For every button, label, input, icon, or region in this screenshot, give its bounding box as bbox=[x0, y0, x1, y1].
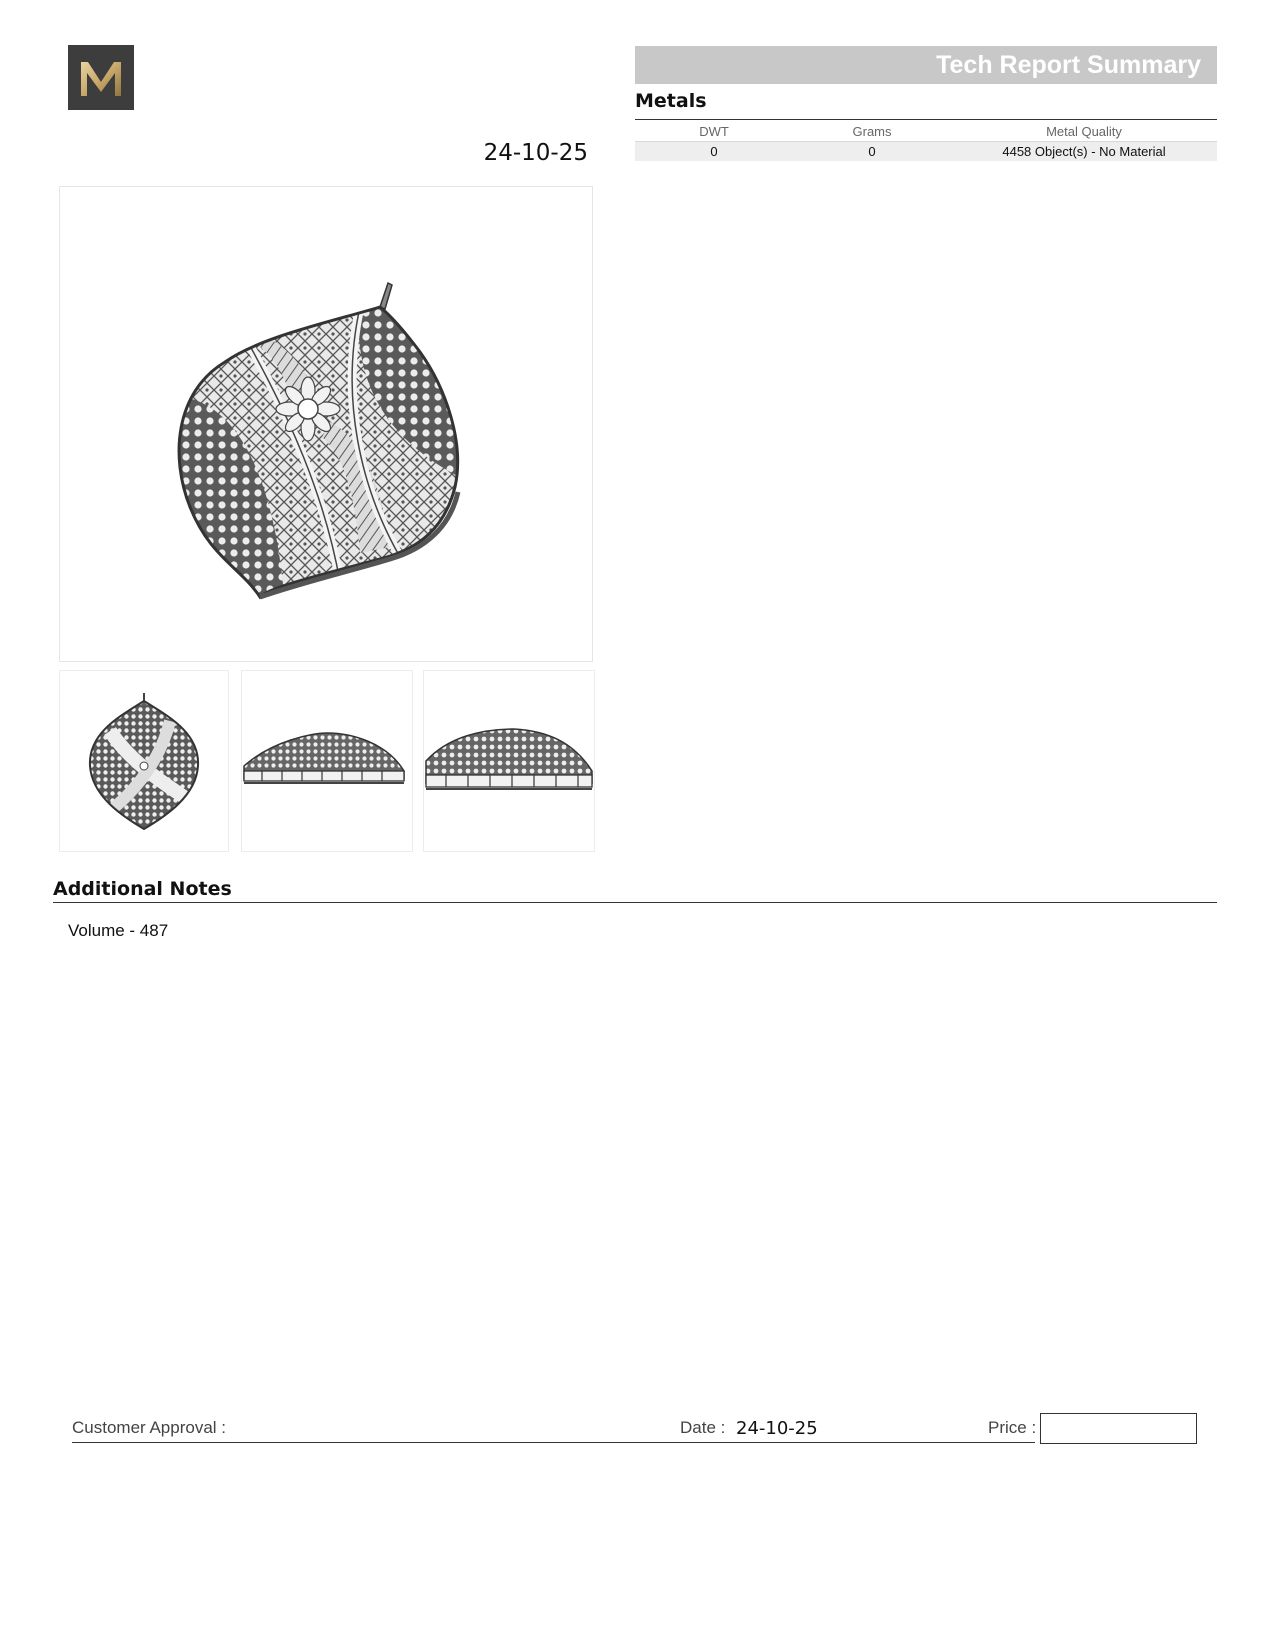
additional-notes-heading: Additional Notes bbox=[53, 878, 232, 900]
document-date: 24-10-25 bbox=[483, 140, 588, 166]
thumbnail-perspective-view[interactable] bbox=[423, 670, 595, 852]
col-metal-quality-header: Metal Quality bbox=[1046, 123, 1122, 139]
metals-table bbox=[635, 121, 1217, 161]
company-logo bbox=[68, 45, 134, 110]
metals-divider bbox=[635, 119, 1217, 120]
logo-m-icon bbox=[75, 56, 127, 100]
table-row bbox=[635, 142, 1217, 162]
metals-heading: Metals bbox=[635, 90, 707, 112]
pendant-perspective-thumbnail-icon bbox=[424, 671, 594, 851]
signature-line[interactable] bbox=[72, 1442, 1035, 1443]
customer-approval-label: Customer Approval : bbox=[72, 1418, 227, 1437]
thumbnail-side-view[interactable] bbox=[241, 670, 413, 852]
report-title: Tech Report Summary bbox=[936, 50, 1201, 79]
notes-divider bbox=[53, 902, 1217, 903]
cell-dwt: 0 bbox=[635, 142, 793, 162]
price-field[interactable] bbox=[1040, 1413, 1197, 1444]
notes-text: Volume - 487 bbox=[68, 921, 169, 940]
footer-date-label: Date : bbox=[680, 1418, 726, 1437]
cell-grams: 0 bbox=[793, 142, 951, 162]
footer-date-value: 24-10-25 bbox=[736, 1418, 818, 1439]
pendant-render-icon bbox=[60, 187, 592, 661]
report-title-bar bbox=[635, 46, 1217, 84]
col-grams-header: Grams bbox=[852, 123, 892, 139]
col-dwt-header: DWT bbox=[699, 123, 729, 139]
cell-metal-quality: 4458 Object(s) - No Material bbox=[951, 142, 1217, 162]
thumbnail-front-view[interactable] bbox=[59, 670, 229, 852]
metals-header-row bbox=[635, 121, 1217, 142]
pendant-side-thumbnail-icon bbox=[242, 671, 412, 851]
pendant-front-thumbnail-icon bbox=[60, 671, 228, 851]
price-label: Price : bbox=[988, 1418, 1037, 1437]
main-product-image bbox=[59, 186, 593, 662]
